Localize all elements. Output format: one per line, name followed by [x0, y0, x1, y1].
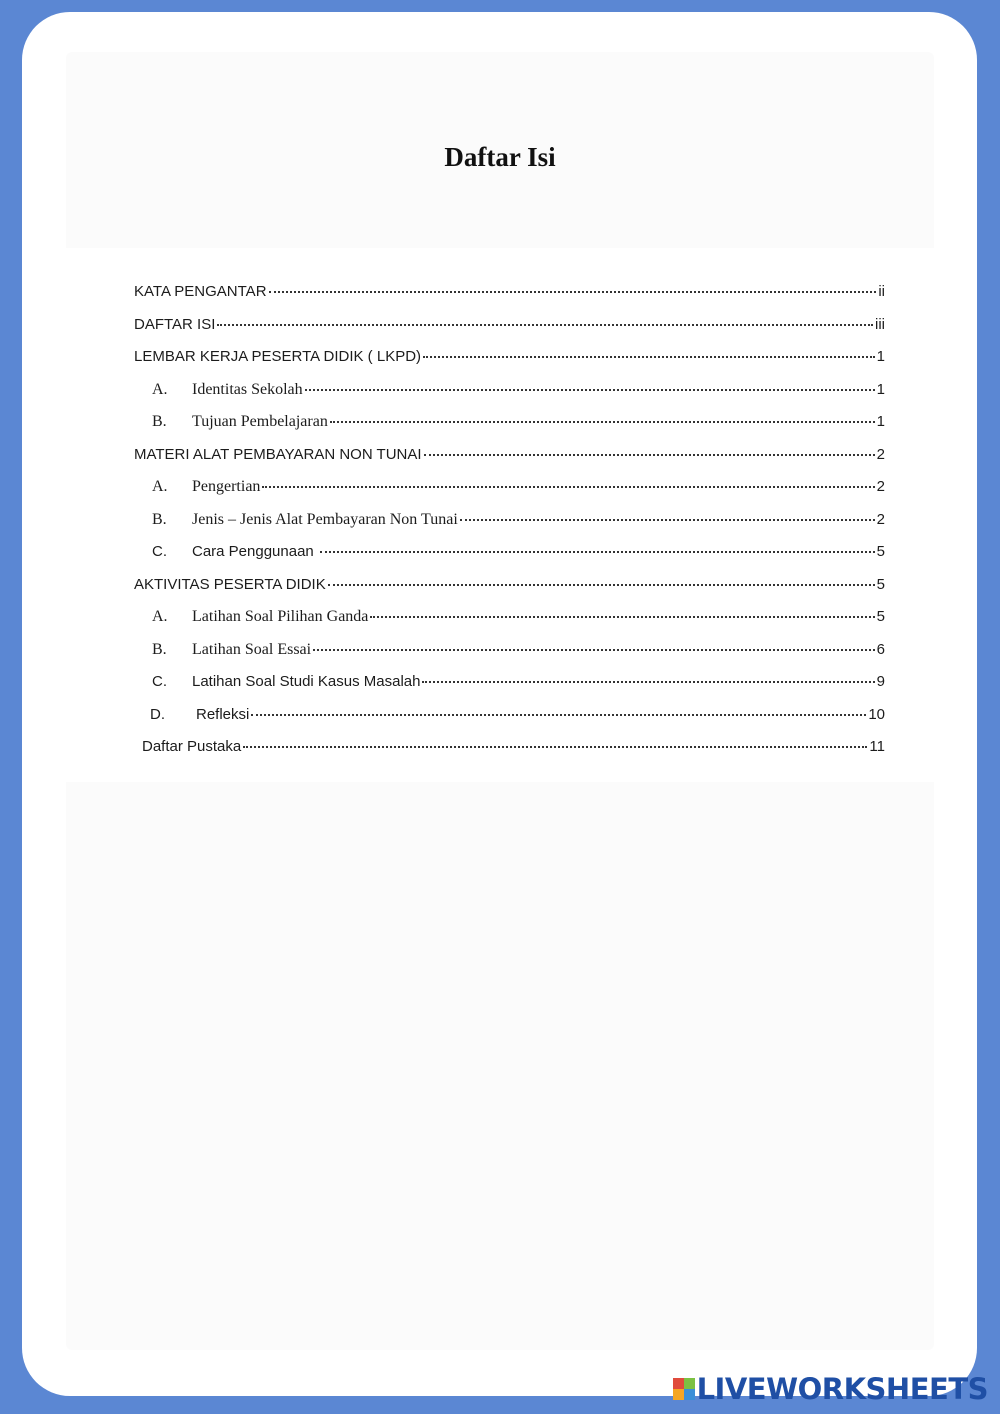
toc-entry-label: Jenis – Jenis Alat Pembayaran Non Tunai — [192, 510, 458, 528]
toc-entry-label: MATERI ALAT PEMBAYARAN NON TUNAI — [134, 445, 422, 463]
toc-dot-leader — [460, 509, 875, 521]
toc-dot-leader — [370, 606, 874, 618]
toc-dot-leader — [243, 736, 867, 748]
toc-dot-leader — [251, 704, 866, 716]
toc-entry-page: 2 — [876, 478, 885, 495]
toc-entry[interactable] — [152, 381, 885, 405]
brand-name: LIVEWORKSHEETS — [696, 1372, 988, 1406]
toc-entry-page: 10 — [868, 705, 885, 723]
toc-entry-label: LEMBAR KERJA PESERTA DIDIK ( LKPD) — [134, 348, 422, 365]
toc-entry[interactable] — [134, 348, 885, 372]
toc-entry-page: 1 — [876, 413, 885, 430]
toc-entry-letter: A. — [152, 478, 168, 495]
toc-dot-leader — [305, 379, 875, 391]
toc-entry-label: Cara Penggunaan — [192, 543, 318, 560]
toc-entry-page: 5 — [876, 543, 885, 560]
toc-entry[interactable] — [150, 706, 885, 730]
toc-dot-leader — [328, 574, 875, 586]
toc-entry-page: iii — [875, 315, 885, 333]
toc-entry-label: Pengertian — [192, 478, 261, 495]
toc-entry-label: DAFTAR ISI — [134, 315, 216, 333]
toc-entry-label: AKTIVITAS PESERTA DIDIK — [134, 575, 326, 593]
toc-entry-label: Refleksi — [196, 705, 250, 723]
toc-entry-label: KATA PENGANTAR — [134, 283, 267, 300]
toc-entry[interactable] — [152, 478, 885, 502]
toc-entry[interactable] — [142, 738, 885, 762]
toc-entry-label: Identitas Sekolah — [192, 380, 303, 398]
toc-entry-letter: C. — [152, 543, 167, 560]
toc-entry[interactable] — [152, 608, 885, 632]
toc-entry-page: 1 — [876, 380, 885, 398]
toc-dot-leader — [262, 476, 874, 488]
toc-entry-letter: C. — [152, 673, 167, 690]
toc-entry-page: 11 — [869, 738, 885, 755]
toc-entry-page: 6 — [876, 640, 885, 658]
toc-entry-label: Latihan Soal Pilihan Ganda — [192, 608, 369, 625]
toc-entry-letter: B. — [152, 510, 167, 528]
toc-entry[interactable] — [152, 511, 885, 535]
toc-entry-page: 2 — [876, 445, 885, 463]
liveworksheets-logo-icon — [673, 1378, 695, 1400]
toc-entry-label: Daftar Pustaka — [142, 738, 242, 755]
toc-entry[interactable] — [152, 413, 885, 437]
toc-entry-label: Latihan Soal Studi Kasus Masalah — [192, 673, 421, 690]
toc-entry-page: 1 — [876, 348, 885, 365]
toc-dot-leader — [423, 346, 875, 358]
toc-entry-page: 2 — [876, 510, 885, 528]
toc-entry[interactable] — [134, 576, 885, 600]
toc-dot-leader — [320, 541, 875, 553]
toc-entry-page: 5 — [876, 575, 885, 593]
toc-dot-leader — [217, 314, 873, 326]
toc-entry-letter: A. — [152, 380, 168, 398]
toc-entry-page: 9 — [876, 673, 885, 690]
toc-entry[interactable] — [134, 446, 885, 470]
toc-entry-page: 5 — [876, 608, 885, 625]
toc-entry[interactable] — [134, 316, 885, 340]
toc-entry-label: Latihan Soal Essai — [192, 640, 312, 658]
toc-entry-letter: B. — [152, 640, 167, 658]
toc-entry-page: ii — [878, 283, 885, 300]
toc-dot-leader — [269, 281, 877, 293]
toc-dot-leader — [424, 444, 875, 456]
toc-entry[interactable] — [152, 543, 885, 567]
toc-entry-letter: A. — [152, 608, 168, 625]
toc-entry-label: Tujuan Pembelajaran — [192, 413, 328, 430]
page-title: Daftar Isi — [444, 142, 556, 172]
toc-dot-leader — [313, 639, 875, 651]
toc-entry[interactable] — [134, 283, 885, 307]
toc-dot-leader — [330, 411, 875, 423]
toc-entry-letter: B. — [152, 413, 167, 430]
toc-entry[interactable] — [152, 641, 885, 665]
toc-entry[interactable] — [152, 673, 885, 697]
toc-entry-letter: D. — [150, 705, 165, 723]
liveworksheets-brand[interactable] — [673, 1372, 988, 1406]
toc-dot-leader — [422, 671, 874, 683]
